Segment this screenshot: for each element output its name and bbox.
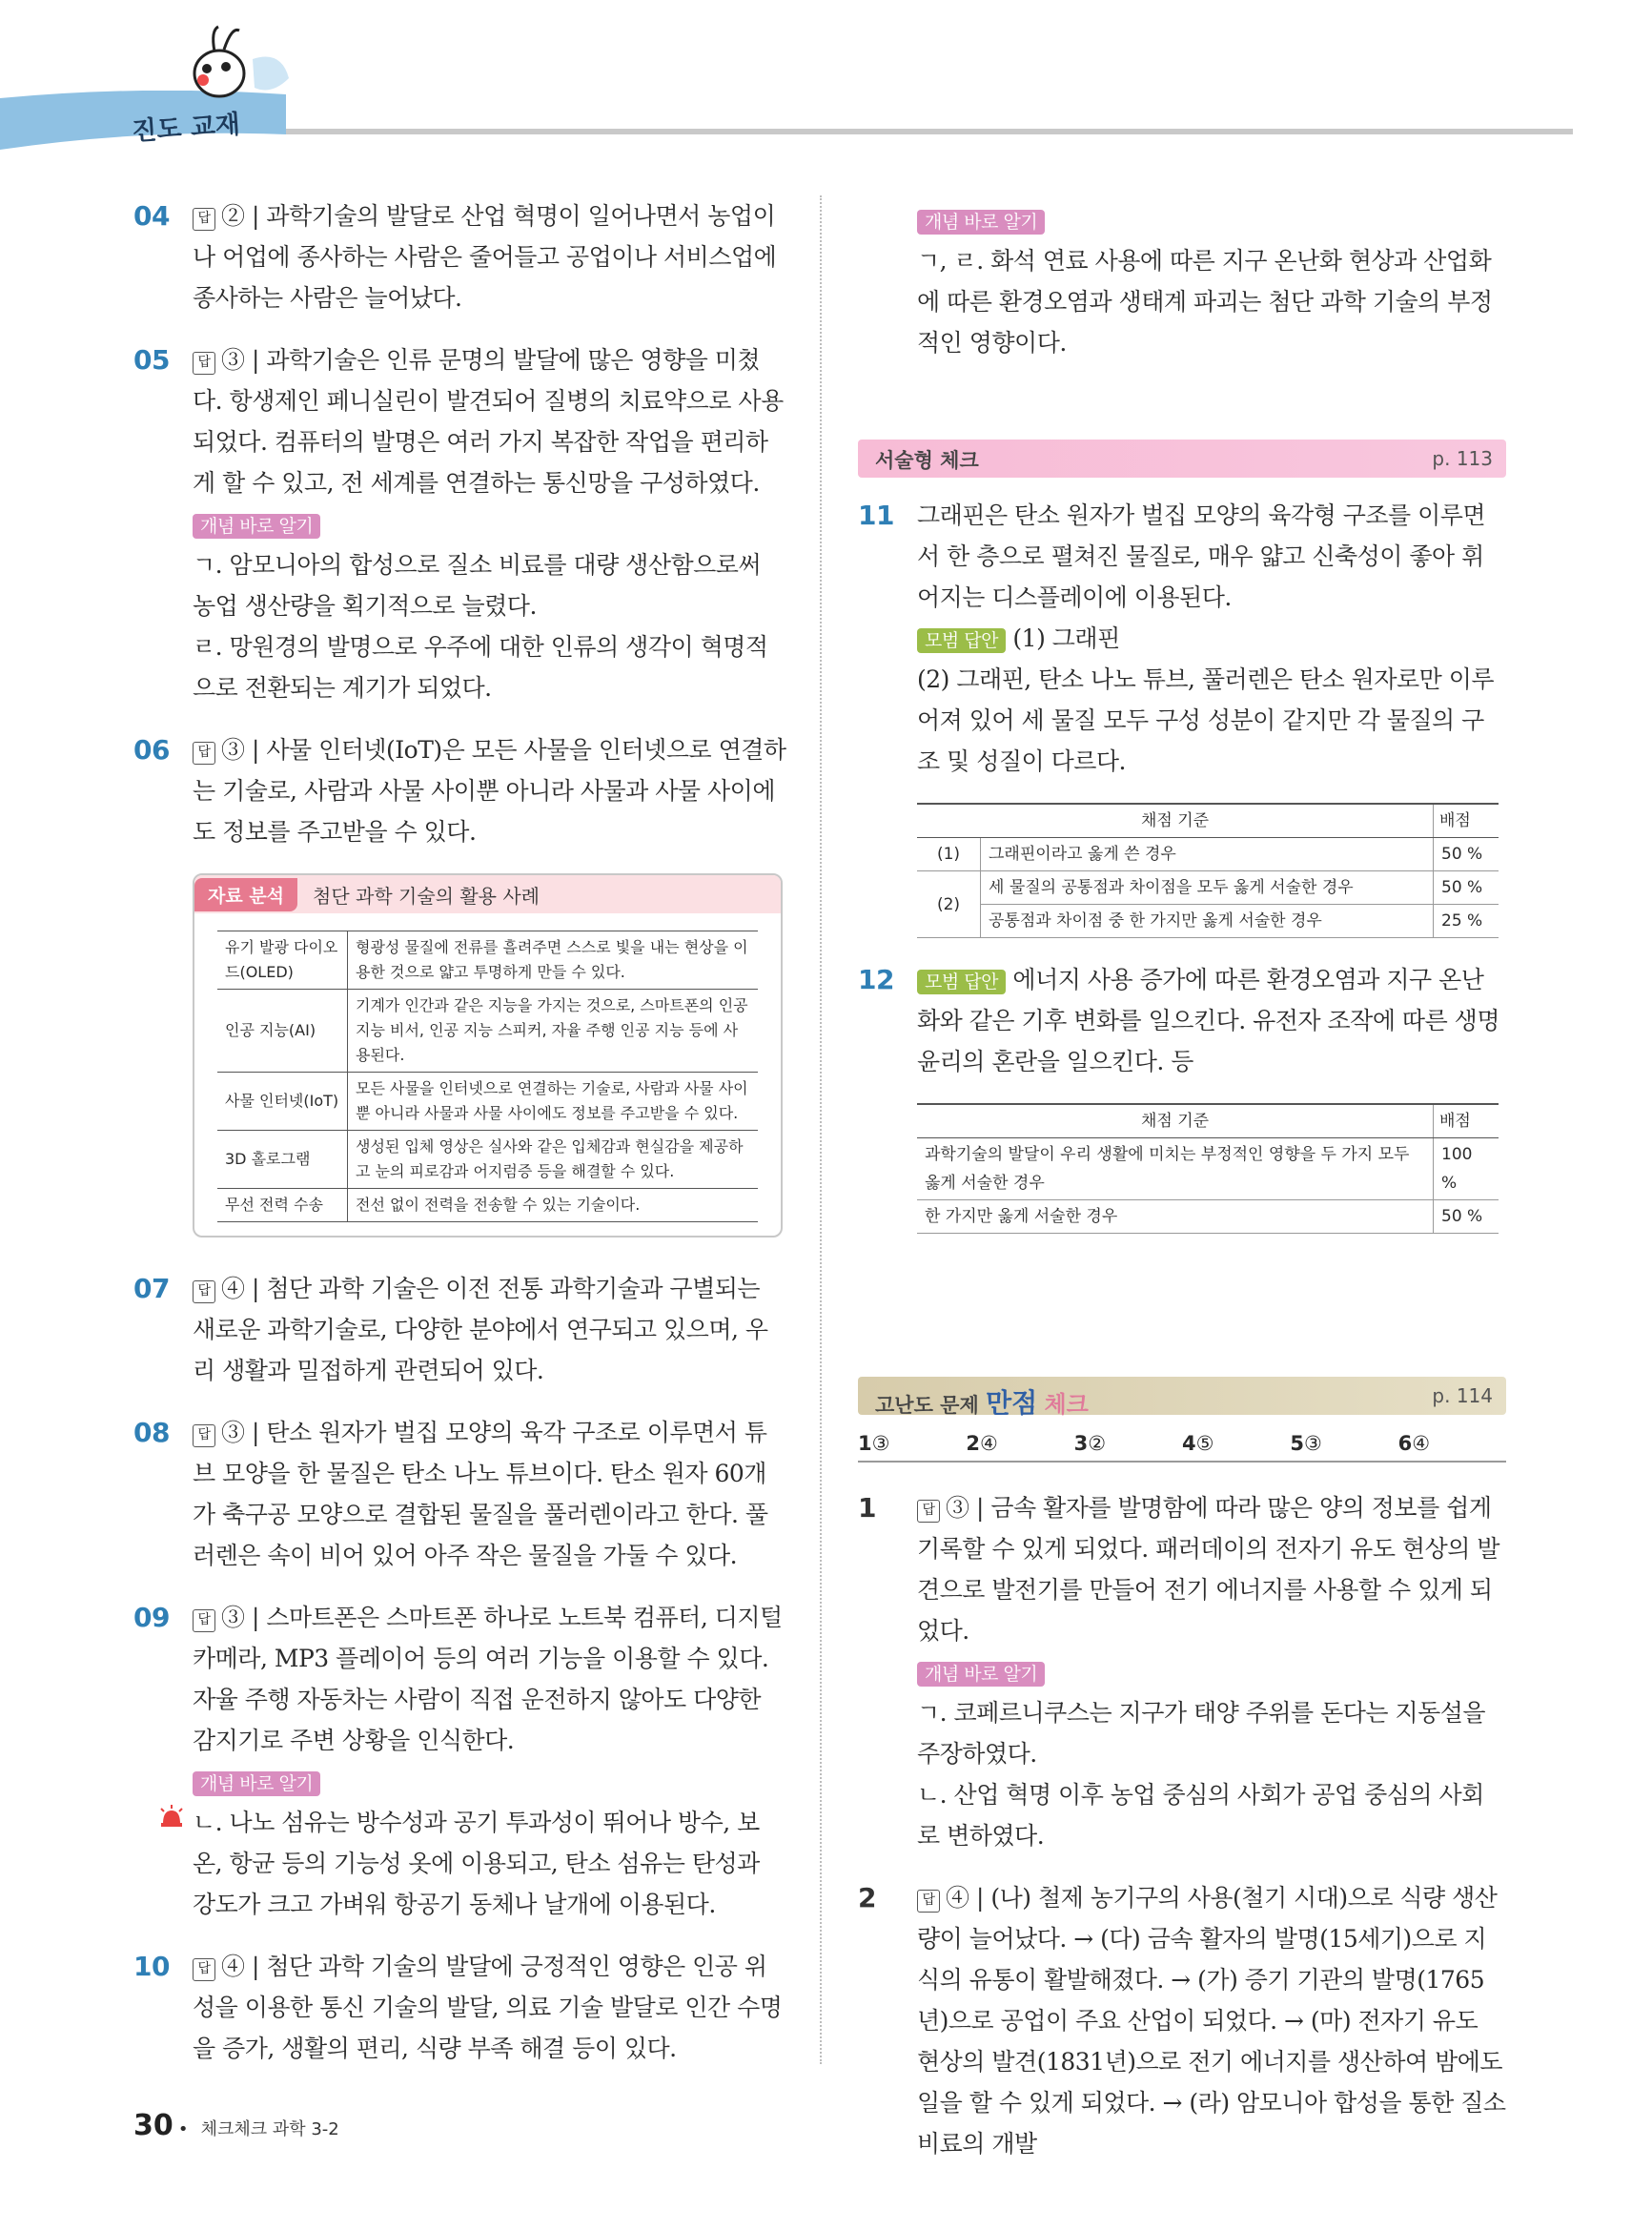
item-number: 05 <box>133 344 170 376</box>
table-value: 전선 없이 전력을 전송할 수 있는 기술이다. <box>348 1189 759 1222</box>
table-key: 사물 인터넷(IoT) <box>217 1073 348 1131</box>
explanation-text: | 탄소 원자가 벌집 모양의 육각 구조로 이루면서 튜브 모양을 한 물질은 탄소 나노 튜브이다. 탄소 원자 60개가 축구공 모양으로 결합된 물질을 풀러렌이라고 한다. 풀러렌은 속이 비어 있어 아주 작은 물질을 가둘 수 있다. <box>193 1419 768 1569</box>
section-prefix: 고난도 문제 <box>875 1394 979 1417</box>
data-analysis-box <box>193 873 783 1238</box>
concept-note: ㄴ. 산업 혁명 이후 농업 중심의 사회가 공업 중심의 사회로 변하였다. <box>917 1781 1484 1850</box>
table-key: 무선 전력 수송 <box>217 1189 348 1222</box>
item-number: 09 <box>133 1602 170 1633</box>
table-cell: 50 % <box>1434 1200 1499 1234</box>
table-cell: 세 물질의 공통점과 차이점을 모두 옳게 서술한 경우 <box>981 871 1434 905</box>
answer-icon: 답 <box>917 1890 940 1913</box>
concept-tag: 개념 바로 알기 <box>917 1662 1045 1687</box>
answer-icon: 답 <box>193 208 215 231</box>
analysis-title: 첨단 과학 기술의 활용 사례 <box>313 884 540 908</box>
table-value: 형광성 물질에 전류를 흘려주면 스스로 빛을 내는 현상을 이용한 것으로 얇고 투명하게 만들 수 있다. <box>348 931 759 990</box>
answer-item-08 <box>133 1412 786 1576</box>
explanation-text: | (나) 철제 농기구의 사용(철기 시대)으로 식량 생산량이 늘어났다. → (다) 금속 활자의 발명(15세기)으로 지식의 유통이 활발해졌다. → (가) 증기 기관의 발명(1765년)으로 공업이 주요 산업이 되었다. → (마) 전자기 유도 현상의 발견(1831년)으로 전기 에너지를 생산하여 밤에도 일을 할 수 있게 되었다. → (라) 암모니아 합성을 통한 질소 비료의 개발 <box>917 1884 1506 2158</box>
footer-title: 체크체크 과학 3-2 <box>200 2119 339 2139</box>
explanation-text: | 과학기술의 발달로 산업 혁명이 일어나면서 농업이나 어업에 종사하는 사람은 줄어들고 공업이나 서비스업에 종사하는 사람은 늘어났다. <box>193 202 777 312</box>
quick-answers <box>858 1432 1506 1463</box>
quick-answer: 1③ <box>858 1432 890 1455</box>
answer-icon: 답 <box>917 1500 940 1523</box>
table-cell: (2) <box>917 871 981 938</box>
analysis-tag: 자료 분석 <box>194 878 297 911</box>
answer-choice: ③ <box>221 1419 245 1446</box>
essay-item-12 <box>858 959 1506 1082</box>
item-number: 12 <box>858 964 894 995</box>
concept-note: ㄱ. 암모니아의 합성으로 질소 비료를 대량 생산함으로써 농업 생산량을 획기적으로 늘렸다. <box>193 551 762 620</box>
table-cell: (1) <box>917 838 981 871</box>
header-label: 진도 교재 <box>131 110 241 147</box>
table-cell: 그래핀이라고 옳게 쓴 경우 <box>981 838 1434 871</box>
table-header: 채점 기준 <box>917 804 1434 838</box>
answer-choice: ③ <box>946 1494 969 1522</box>
answer-choice: ② <box>221 202 245 230</box>
table-value: 모든 사물을 인터넷으로 연결하는 기술로, 사람과 사물 사이뿐 아니라 사물과 사물 사이에도 정보를 주고받을 수 있다. <box>348 1073 759 1131</box>
scoring-table-11 <box>917 803 1499 938</box>
table-row <box>217 1073 758 1131</box>
table-row <box>917 905 1499 938</box>
quick-answer: 2④ <box>966 1432 998 1455</box>
table-cell: 공통점과 차이점 중 한 가지만 옳게 서술한 경우 <box>981 905 1434 938</box>
table-row <box>217 1189 758 1222</box>
model-answer: (1) 그래핀 <box>1012 624 1120 652</box>
item-number: 04 <box>133 200 170 232</box>
right-column <box>858 195 1506 2185</box>
question-text: 그래핀은 탄소 원자가 벌집 모양의 육각형 구조를 이루면서 한 층으로 펼쳐진 물질로, 매우 얇고 신축성이 좋아 휘어지는 디스플레이에 이용된다. <box>917 501 1486 611</box>
answer-item-06 <box>133 729 786 852</box>
table-cell: 100 % <box>1434 1138 1499 1200</box>
explanation-text: | 첨단 과학 기술은 이전 전통 과학기술과 구별되는 새로운 과학기술로, 다양한 분야에서 연구되고 있으며, 우리 생활과 밀접하게 관련되어 있다. <box>193 1275 768 1384</box>
hard-section-header <box>858 1377 1506 1419</box>
table-key: 인공 지능(AI) <box>217 990 348 1073</box>
header-divider <box>286 129 1573 134</box>
answer-item-04 <box>133 195 786 318</box>
model-answer-tag: 모범 답안 <box>917 628 1006 653</box>
concept-note: ㄱ. 코페르니쿠스는 지구가 태양 주위를 돈다는 지동설을 주장하였다. <box>917 1699 1486 1768</box>
explanation-text: | 과학기술은 인류 문명의 발달에 많은 영향을 미쳤다. 항생제인 페니실린이 발견되어 질병의 치료약으로 사용되었다. 컴퓨터의 발명은 여러 가지 복잡한 작업을 편리하게 할 수 있고, 전 세계를 연결하는 통신망을 구성하였다. <box>193 346 784 497</box>
hard-item-2 <box>858 1877 1506 2164</box>
explanation-text: | 사물 인터넷(IoT)은 모든 사물을 인터넷으로 연결하는 기술로, 사람과 사물 사이뿐 아니라 사물과 사물 사이에도 정보를 주고받을 수 있다. <box>193 736 786 846</box>
alarm-icon <box>158 1805 185 1828</box>
item-number: 07 <box>133 1273 170 1304</box>
page-reference: p. 114 <box>1432 1384 1493 1407</box>
quick-answer: 4⑤ <box>1181 1432 1214 1455</box>
answer-icon: 답 <box>193 742 215 765</box>
answer-icon: 답 <box>193 1424 215 1447</box>
item-number: 11 <box>858 500 894 531</box>
answer-icon: 답 <box>193 1280 215 1303</box>
quick-answer: 6④ <box>1397 1432 1431 1455</box>
section-title: 서술형 체크 <box>875 449 979 472</box>
concept-continuation <box>858 199 1506 363</box>
item-number: 10 <box>133 1951 170 1982</box>
footer <box>133 2109 339 2142</box>
answer-choice: ③ <box>221 1604 245 1631</box>
essay-item-11 <box>858 495 1506 782</box>
model-answer: (2) 그래핀, 탄소 나노 튜브, 풀러렌은 탄소 원자로만 이루어져 있어 세 물질 모두 구성 성분이 같지만 각 물질의 구조 및 성질이 다르다. <box>917 665 1495 775</box>
analysis-header <box>194 875 781 913</box>
answer-item-10 <box>133 1946 786 2069</box>
table-cell: 50 % <box>1434 871 1499 905</box>
explanation-text: | 첨단 과학 기술의 발달에 긍정적인 영향은 인공 위성을 이용한 통신 기술의 발달, 의료 기술 발달로 인간 수명을 증가, 생활의 편리, 식량 부족 해결 등이 있다. <box>193 1953 783 2062</box>
item-number: 06 <box>133 734 170 766</box>
table-header: 배점 <box>1434 804 1499 838</box>
answer-item-09 <box>133 1597 786 1925</box>
table-value: 생성된 입체 영상은 실사와 같은 입체감과 현실감을 제공하고 눈의 피로감과 어지럼증 등을 해결할 수 있다. <box>348 1131 759 1189</box>
table-value: 기계가 인간과 같은 지능을 가지는 것으로, 스마트폰의 인공 지능 비서, 인공 지능 스피커, 자율 주행 인공 지능 등에 사용된다. <box>348 990 759 1073</box>
concept-tag: 개념 바로 알기 <box>917 210 1045 235</box>
concept-tag: 개념 바로 알기 <box>193 514 320 539</box>
answer-icon: 답 <box>193 1958 215 1981</box>
table-key: 유기 발광 다이오드(OLED) <box>217 931 348 990</box>
mascot-icon <box>186 21 291 107</box>
scoring-table-12 <box>917 1103 1499 1234</box>
answer-choice: ③ <box>221 736 245 764</box>
left-column <box>133 195 786 2090</box>
table-cell: 한 가지만 옳게 서술한 경우 <box>917 1200 1434 1234</box>
model-answer-tag: 모범 답안 <box>917 970 1006 994</box>
answer-icon: 답 <box>193 352 215 375</box>
bullet-icon: • <box>177 2119 189 2139</box>
answer-icon: 답 <box>193 1609 215 1632</box>
explanation-text: | 스마트폰은 스마트폰 하나로 노트북 컴퓨터, 디지털 카메라, MP3 플레이어 등의 여러 기능을 이용할 수 있다. 자율 주행 자동차는 사람이 직접 운전하지 않아도 다양한 감지기로 주변 상황을 인식한다. <box>193 1604 783 1754</box>
concept-note: ㄹ. 망원경의 발명으로 우주에 대한 인류의 생각이 혁명적으로 전환되는 계기가 되었다. <box>193 633 768 702</box>
answer-item-07 <box>133 1268 786 1391</box>
item-number: 1 <box>858 1492 876 1524</box>
item-number: 2 <box>858 1882 876 1913</box>
explanation-text: | 금속 활자를 발명함에 따라 많은 양의 정보를 쉽게 기록할 수 있게 되었다. 패러데이의 전자기 유도 현상의 발견으로 발전기를 만들어 전기 에너지를 사용할 수 있게 되었다. <box>917 1494 1499 1645</box>
table-row <box>917 1200 1499 1234</box>
table-cell: 과학기술의 발달이 우리 생활에 미치는 부정적인 영향을 두 가지 모두 옳게 서술한 경우 <box>917 1138 1434 1200</box>
essay-section-header <box>858 440 1506 478</box>
item-number: 08 <box>133 1417 170 1448</box>
section-suffix: 체크 <box>1044 1391 1089 1418</box>
answer-choice: ③ <box>221 346 245 374</box>
concept-note: ㄱ, ㄹ. 화석 연료 사용에 따른 지구 온난화 현상과 산업화에 따른 환경오염과 생태계 파괴는 첨단 과학 기술의 부정적인 영향이다. <box>917 247 1493 357</box>
quick-answer: 3② <box>1073 1432 1107 1455</box>
concept-note: ㄴ. 나노 섬유는 방수성과 공기 투과성이 뛰어나 방수, 보온, 항균 등의 기능성 옷에 이용되고, 탄소 섬유는 탄성과 강도가 크고 가벼워 항공기 동체나 날개에 이용된다. <box>193 1809 760 1918</box>
table-header: 배점 <box>1434 1104 1499 1138</box>
table-row <box>917 871 1499 905</box>
quick-answer: 5③ <box>1290 1432 1322 1455</box>
column-divider <box>820 195 822 2064</box>
table-key: 3D 홀로그램 <box>217 1131 348 1189</box>
page-number: 30 <box>133 2109 173 2142</box>
table-row <box>917 838 1499 871</box>
analysis-table <box>217 931 758 1222</box>
table-header: 채점 기준 <box>917 1104 1434 1138</box>
table-row <box>917 1138 1499 1200</box>
answer-choice: ④ <box>946 1884 969 1912</box>
answer-choice: ④ <box>221 1275 245 1302</box>
table-cell: 25 % <box>1434 905 1499 938</box>
page-reference: p. 113 <box>1432 447 1493 470</box>
answer-choice: ④ <box>221 1953 245 1980</box>
table-row <box>217 990 758 1073</box>
table-row <box>217 1131 758 1189</box>
table-cell: 50 % <box>1434 838 1499 871</box>
hard-item-1 <box>858 1487 1506 1856</box>
section-highlight: 만점 <box>986 1387 1038 1419</box>
answer-item-05 <box>133 339 786 708</box>
table-row <box>217 931 758 990</box>
section-title <box>875 1382 1089 1421</box>
model-answer: 에너지 사용 증가에 따른 환경오염과 지구 온난화와 같은 기후 변화를 일으킨다. 유전자 조작에 따른 생명 윤리의 혼란을 일으킨다. 등 <box>917 966 1499 1075</box>
concept-tag: 개념 바로 알기 <box>193 1771 320 1796</box>
